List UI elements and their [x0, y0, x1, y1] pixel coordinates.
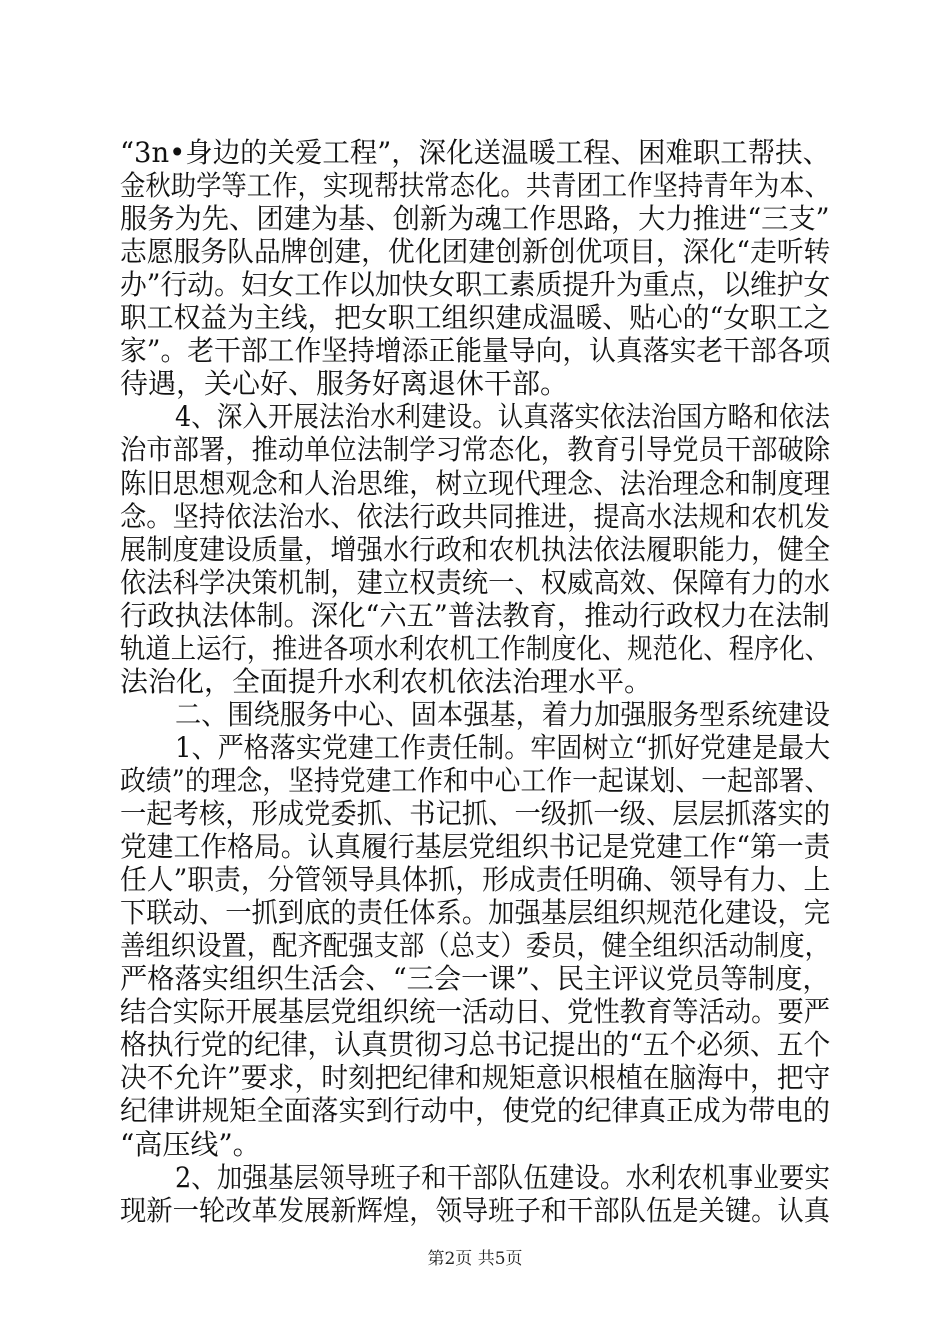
text-line-content: 政绩”的理念，坚持党建工作和中心工作一起谋划、一起部署、: [120, 763, 831, 797]
text-line-content: 格执行党的纪律，认真贯彻习总书记提出的“五个必须、五个: [120, 1028, 831, 1062]
text-line-content: 纪律讲规矩全面落实到行动中，使党的纪律真正成为带电的: [120, 1094, 831, 1128]
text-line-content: 依法科学决策机制，建立权责统一、权威高效、保障有力的水: [120, 565, 831, 599]
text-line-content: 展制度建设质量，增强水行政和农机执法依法履职能力，健全: [120, 532, 831, 566]
text-line-content: 待遇，关心好、服务好离退休干部。: [120, 367, 569, 401]
text-line-content: 职工权益为主线，把女职工组织建成温暖、贴心的“女职工之: [120, 301, 831, 335]
text-line-content: 金秋助学等工作，实现帮扶常态化。共青团工作坚持青年为本、: [120, 169, 831, 203]
text-line-content: 家”。老干部工作坚持增添正能量导向，认真落实老干部各项: [120, 334, 831, 368]
text-line-content: 法治化，全面提升水利农机依法治理水平。: [120, 664, 653, 698]
text-line-content: 治市部署，推动单位法制学习常态化，教育引导党员干部破除: [120, 433, 831, 467]
text-line-content: 陈旧思想观念和人治思维，树立现代理念、法治理念和制度理: [120, 466, 831, 500]
text-line-content: 严格落实组织生活会、“三会一课”、民主评议党员等制度，: [120, 962, 830, 996]
text-line-content: 党建工作格局。认真履行基层党组织书记是党建工作“第一责: [120, 830, 831, 864]
text-line-content: 轨道上运行，推进各项水利农机工作制度化、规范化、程序化、: [120, 631, 831, 665]
text-line-content: 善组织设置，配齐配强支部（总支）委员，健全组织活动制度，: [120, 929, 831, 963]
text-line-content: 服务为先、团建为基、创新为魂工作思路，大力推进“三支”: [120, 202, 830, 236]
page-footer: 第2页 共5页: [427, 1249, 523, 1269]
text-line-content: 决不允许”要求，时刻把纪律和规矩意识根植在脑海中，把守: [120, 1061, 831, 1095]
text-line-content: 办”行动。妇女工作以加快女职工素质提升为重点，以维护女: [120, 268, 831, 302]
text-line-content: 1、严格落实党建工作责任制。牢固树立“抓好党建是最大: [175, 730, 831, 764]
text-line-content: 任人”职责，分管领导具体抓，形成责任明确、领导有力、上: [120, 863, 831, 897]
text-line-content: 4、深入开展法治水利建设。认真落实依法治国方略和依法: [175, 400, 830, 434]
text-line-content: 念。坚持依法治水、依法行政共同推进，提高水法规和农机发: [120, 499, 831, 533]
text-line-content: 现新一轮改革发展新辉煌，领导班子和干部队伍是关键。认真: [120, 1193, 831, 1227]
text-line-content: 结合实际开展基层党组织统一活动日、党性教育等活动。要严: [120, 995, 831, 1029]
text-line-content: 2、加强基层领导班子和干部队伍建设。水利农机事业要实: [175, 1160, 830, 1194]
text-line-content: 二、围绕服务中心、固本强基，着力加强服务型系统建设: [175, 697, 831, 731]
text-line-content: 志愿服务队品牌创建，优化团建创新创优项目，深化“走听转: [120, 235, 831, 269]
text-line-content: “高压线”。: [120, 1127, 261, 1161]
text-line-content: 一起考核，形成党委抓、书记抓、一级抓一级、层层抓落实的: [120, 797, 831, 830]
text-line-content: 下联动、一抓到底的责任体系。加强基层组织规范化建设，完: [120, 896, 831, 930]
text-line-content: “3n•身边的关爱工程”，深化送温暖工程、困难职工帮扶、: [120, 136, 830, 169]
text-line-content: 行政执法体制。深化“六五”普法教育，推动行政权力在法制: [120, 598, 830, 632]
